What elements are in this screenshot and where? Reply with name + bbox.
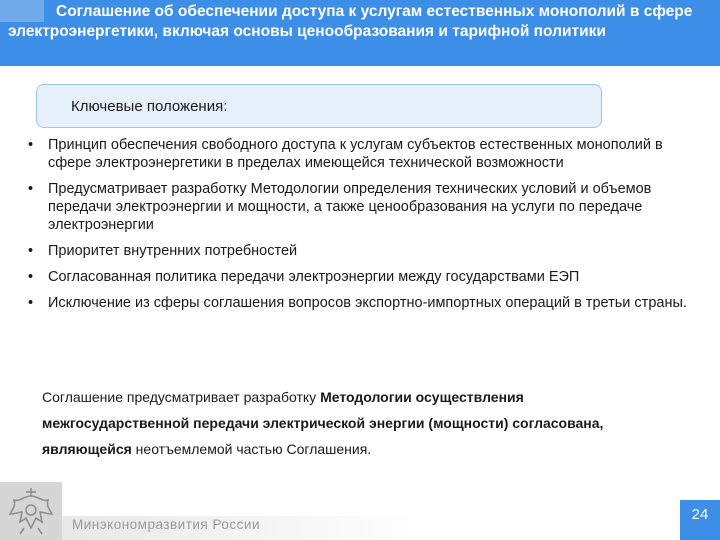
bullet-item xyxy=(28,268,698,286)
coat-of-arms-emblem-icon xyxy=(6,484,56,536)
key-provisions-label: Ключевые положения: xyxy=(71,98,228,115)
bullet-text: Предусматривает разработку Методологии определения технических условий и объемов передачи электроэнергии и мощности, а также ценообразования на услуги по передаче электроэнергии xyxy=(48,181,652,233)
summary-text-part1: Соглашение предусматривает разработку xyxy=(42,389,321,405)
bullet-item xyxy=(28,180,698,234)
key-provisions-box xyxy=(36,84,602,128)
bullet-dot: • xyxy=(28,243,34,259)
bullet-text: Принцип обеспечения свободного доступа к услугам субъектов естественных монополий в сфере электроэнергетики в пределах имеющейся технической возможности xyxy=(48,137,663,171)
page-number: 24 xyxy=(680,500,720,540)
slide-title: Соглашение об обеспечении доступа к услугам естественных монополий в сфере электроэнергетики, включая основы ценообразования и тарифной политики xyxy=(8,3,693,40)
bullet-dot: • xyxy=(28,269,34,285)
bullet-item xyxy=(28,136,698,172)
bullet-text: Приоритет внутренних потребностей xyxy=(48,243,298,259)
summary-text-part3: неотъемлемой частью Соглашения. xyxy=(131,441,372,457)
summary-text-bold: Методологии осуществления межгосударственной передачи электрической энергии (мощности) согласована, являющейся xyxy=(42,389,604,457)
slide-title-bar xyxy=(0,0,720,66)
bullet-item xyxy=(28,242,698,260)
bullet-dot: • xyxy=(28,295,34,311)
ministry-name: Минэкономразвития России xyxy=(72,517,260,532)
bullet-item xyxy=(28,294,698,312)
footer-emblem-area xyxy=(0,482,62,540)
bullet-dot: • xyxy=(28,181,34,197)
summary-paragraph xyxy=(42,384,662,462)
bullet-list xyxy=(28,136,698,320)
bullet-text: Исключение из сферы соглашения вопросов экспортно-импортных операций в третьи страны. xyxy=(48,295,687,311)
bullet-dot: • xyxy=(28,137,34,153)
bullet-text: Согласованная политика передачи электроэнергии между государствами ЕЭП xyxy=(48,269,580,285)
